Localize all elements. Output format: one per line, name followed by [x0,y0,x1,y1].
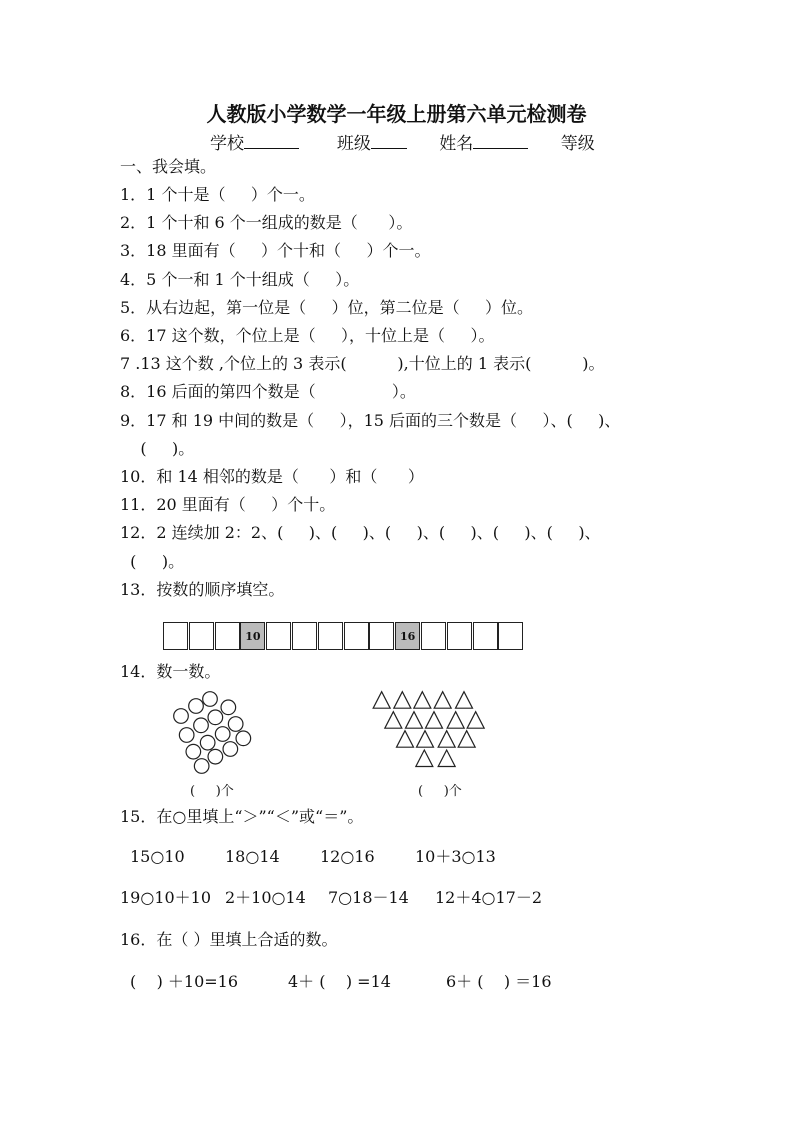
circle-shape [236,731,251,746]
question-line: ( )。 [120,551,185,571]
question-line: 8．16 后面的第四个数是（ ）。 [120,382,416,402]
circle-shape [186,744,201,759]
triangle-shape [417,731,434,748]
strip-cell-given: 16 [395,622,420,650]
circle-shape [189,699,204,714]
compare-item: 2＋10○14 [225,888,306,907]
compare-item: 12○16 [320,847,375,866]
triangle-shape [394,692,411,709]
triangle-shape [414,692,431,709]
question-14: 14．数一数。 [120,662,221,681]
circle-shape [194,718,209,733]
triangle-shape [373,692,390,709]
question-line: 6．17 这个数，个位上是（ ），十位上是（ ）。 [120,326,495,345]
circle-shape [194,759,209,774]
school-label: 学校 [210,134,244,154]
fill-equation: 6＋ ( ) ＝16 [446,972,552,991]
question-line: 11．20 里面有（ ）个十。 [120,495,336,515]
triangle-shape [447,712,464,729]
circle-shape [174,709,189,724]
question-line: 10．和 14 相邻的数是（ ）和（ ） [120,467,424,486]
question-line: 5．从右边起，第一位是（ ）位，第二位是（ ）位。 [120,297,534,317]
question-line: ( )。 [120,438,195,458]
circles-answer: ( )个 [190,784,234,799]
fill-equation: ( ) ＋10=16 [130,972,239,991]
triangle-shape [438,750,455,767]
triangle-shape [458,731,475,748]
question-16: 16．在（ ）里填上合适的数。 [120,930,338,949]
triangle-shape [456,692,473,709]
circle-shape [221,700,236,715]
question-line: 12．2 连续加 2：2、( )、( )、( )、( )、( )、( )、 [120,523,601,543]
circle-shape [228,717,243,732]
circle-shape [223,742,238,757]
question-line: 9．17 和 19 中间的数是（ ），15 后面的三个数是（ ）、( )、 [120,410,621,430]
compare-item: 10＋3○13 [415,847,496,866]
compare-item: 12＋4○17－2 [435,888,543,907]
grade-label: 等级 [560,134,595,154]
circle-shape [203,692,218,707]
page-title: 人教版小学数学一年级上册第六单元检测卷 [206,102,587,126]
circle-shape [208,710,223,725]
circle-shape [200,735,215,750]
triangle-shape [385,712,402,729]
triangle-shape [434,692,451,709]
triangles-answer: ( )个 [418,784,462,799]
compare-item: 7○18－14 [328,888,409,907]
question-line: 1．1 个十是（ ）个一。 [120,185,315,204]
question-line: 2．1 个十和 6 个一组成的数是（ ）。 [120,213,413,233]
question-line: 3．18 里面有（ ）个十和（ ）个一。 [120,241,431,261]
question-line: 7 .13 这个数 ,个位上的 3 表示( ),十位上的 1 表示( )。 [120,354,605,374]
triangle-shape [397,731,414,748]
section-heading: 一、我会填。 [120,157,217,176]
triangle-shape [426,712,443,729]
compare-item: 15○10 [130,847,185,866]
compare-item: 19○10＋10 [120,888,212,907]
question-15: 15．在○里填上“＞”“＜”或“＝”。 [120,807,364,826]
name-label: 姓名 [439,134,474,154]
circle-shape [215,727,230,742]
triangle-shape [467,712,484,729]
triangle-shape [438,731,455,748]
class-label: 班级 [336,134,371,154]
triangle-shape [416,750,433,767]
question-line: 13．按数的顺序填空。 [120,579,285,599]
question-line: 4．5 个一和 1 个十组成（ ）。 [120,269,360,289]
strip-cell-given: 10 [240,622,265,650]
circle-shape [179,728,194,743]
fill-equation: 4＋ ( ) =14 [288,972,391,991]
circle-shape [208,749,223,764]
triangle-shape [406,712,423,729]
compare-item: 18○14 [225,847,280,866]
